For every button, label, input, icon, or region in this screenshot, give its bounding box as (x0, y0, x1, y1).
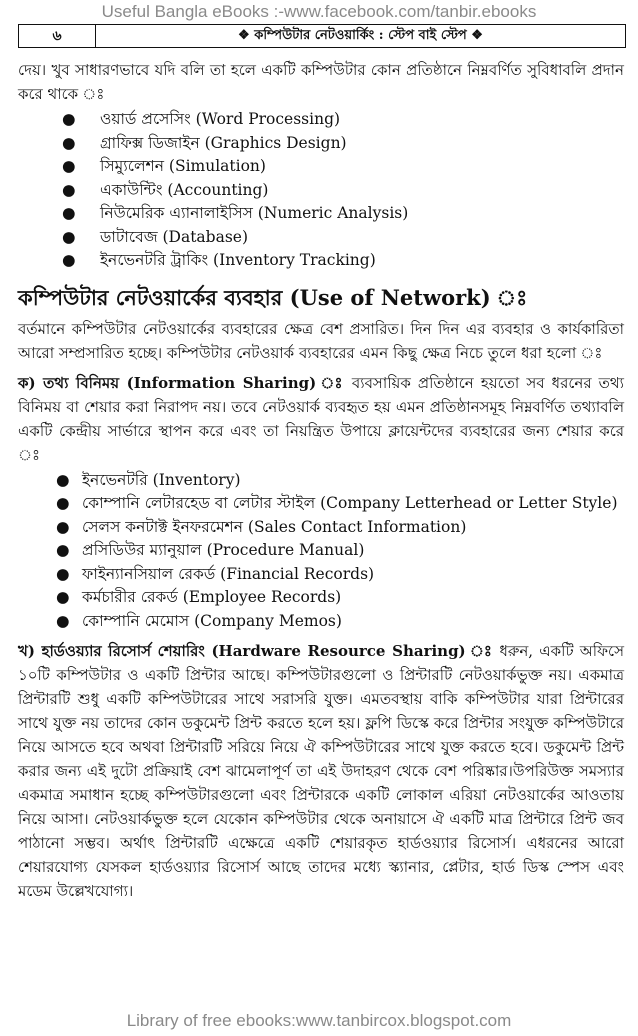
bullet-icon: ● (56, 541, 70, 559)
list-item (18, 610, 624, 634)
benefits-list (18, 108, 624, 273)
list-item-text: কোম্পানি মেমোস (Company Memos) (82, 611, 342, 630)
shared-info-list (18, 469, 624, 634)
list-item (18, 179, 624, 203)
list-item-text: ইনভেনটরি (Inventory) (82, 470, 241, 489)
bullet-icon: ● (62, 133, 76, 152)
list-item-text: ওয়ার্ড প্রসেসিং (Word Processing) (100, 110, 341, 128)
page-content (18, 58, 624, 903)
list-item-text: কর্মচারীর রেকর্ড (Employee Records) (82, 588, 342, 606)
bullet-icon: ● (62, 157, 76, 175)
page-header (18, 24, 626, 48)
bullet-icon: ● (62, 251, 76, 269)
bullet-icon: ● (56, 611, 70, 630)
bullet-icon: ● (62, 180, 76, 199)
info-sharing-paragraph (18, 371, 624, 467)
list-item (18, 516, 624, 540)
bullet-icon: ● (62, 204, 76, 222)
list-item (18, 469, 624, 493)
list-item (18, 492, 624, 516)
bullet-icon: ● (56, 588, 70, 606)
bullet-icon: ● (56, 564, 70, 583)
list-item-text: একাউন্টিং (Accounting) (100, 180, 269, 199)
list-item-text: সিম্যুলেশন (Simulation) (100, 157, 266, 175)
list-item (18, 155, 624, 179)
list-item-text: কোম্পানি লেটারহেড বা লেটার স্টাইল (Company Letterhead or Letter Style) (82, 494, 618, 512)
info-sharing-heading: ক) তথ্য বিনিময় (Information Sharing) ঃ (18, 373, 345, 392)
bullet-icon: ● (56, 470, 70, 489)
running-title: ❖ কম্পিউটার নেটওয়ার্কিং : স্টেপ বাই স্টেপ ❖ (238, 28, 483, 43)
info-sharing-text: ব্যবসায়িক প্রতিষ্ঠানে হয়তো সব ধরনের তথ্য বিনিময় বা শেয়ার করা নিরাপদ নয়। তবে নেটওয়ার্ক ব্যবহৃত হয় এমন প্রতিষ্ঠানসমূহ নিম্নবর্ণিত তথ্যাবলি একটি কেন্দ্রীয় সার্ভারে স্থাপন করে এবং তা নিয়ন্ত্রিত উপায়ে ক্লায়েন্টদের ব্যবহারের জন্য শেয়ার করে ঃ (18, 373, 624, 464)
list-item-text: সেলস কনটাক্ট ইনফরমেশন (Sales Contact Information) (82, 517, 467, 536)
list-item (18, 539, 624, 563)
top-banner: Useful Bangla eBooks :-www.facebook.com/tanbir.ebooks (101, 2, 537, 21)
footer-credit: Library of free ebooks:www.tanbircox.blogspot.com (126, 1011, 512, 1030)
list-item-text: ফাইন্যানসিয়াল রেকর্ড (Financial Records) (82, 564, 375, 583)
hardware-sharing-paragraph (18, 639, 624, 903)
list-item (18, 586, 624, 610)
list-item (18, 108, 624, 132)
list-item-text: প্রসিডিউর ম্যানুয়াল (Procedure Manual) (82, 541, 365, 559)
bullet-icon: ● (56, 517, 70, 536)
page-number: ৬ (19, 25, 96, 47)
bullet-icon: ● (62, 110, 76, 128)
list-item (18, 249, 624, 273)
hardware-sharing-heading: খ) হার্ডওয়্যার রিসোর্স শেয়ারিং (Hardware Resource Sharing) ঃ (18, 642, 494, 660)
bullet-icon: ● (56, 494, 70, 512)
list-item (18, 132, 624, 156)
list-item-text: গ্রাফিক্স ডিজাইন (Graphics Design) (100, 133, 347, 152)
section-paragraph: বর্তমানে কম্পিউটার নেটওয়ার্কের ব্যবহারের ক্ষেত্র বেশ প্রসারিত। দিন দিন এর ব্যবহার ও কার্যকারিতা আরো সম্প্রসারিত হচ্ছে। কম্পিউটার নেটওয়ার্ক ব্যবহারের এমন কিছু ক্ষেত্র নিচে তুলে ধরা হলো ঃ (18, 319, 624, 362)
hardware-sharing-text: ধরুন, একটি অফিসে ১০টি কম্পিউটার ও একটি প্রিন্টার আছে। কম্পিউটারগুলো ও প্রিন্টারটি নেটওয়ার্কভুক্ত নয়। একমাত্র প্রিন্টারটি শুধু একটি কম্পিউটারের সাথে সরাসরি যুক্ত। এমতবস্থায় বাকি কম্পিউটার যারা প্রিন্টারের সাথে যুক্ত নয় তাদের কোন ডকুমেন্ট প্রিন্ট করতে হলে হয়। ফ্লপি ডিস্কে করে প্রিন্টার সংযুক্ত কম্পিউটারে নিয়ে আসতে হবে অথবা প্রিন্টারটি সরিয়ে নিয়ে ঐ কম্পিউটারের সাথে যুক্ত করতে হবে। ডকুমেন্ট প্রিন্ট করার জন্য এই দুটো প্রক্রিয়াই বেশ ঝামেলাপূর্ণ তা এই উদাহরণ থেকে বেশ পরিষ্কার।উপরিউক্ত সমস্যার একমাত্র সমাধান হচ্ছে কম্পিউটারগুলো এবং প্রিন্টারকে একটি লোকাল এরিয়া নেটওয়ার্কের আওতায় নিয়ে আসা। নেটওয়ার্কভুক্ত হলে যেকোন কম্পিউটার থেকে অনায়াসে ঐ একটি মাত্র প্রিন্টারে প্রিন্ট জব পাঠানো সম্ভব। অর্থাৎ প্রিন্টারটি এক্ষেত্রে একটি শেয়ারকৃত হার্ডওয়্যার রিসোর্স। এধরনের আরো শেয়ারযোগ্য যেসকল হার্ডওয়্যার রিসোর্স আছে তাদের মধ্যে স্ক্যানার, প্লেটার, হার্ড ডিস্ক স্পেস এবং মডেম উল্লেখযোগ্য। (18, 642, 624, 900)
bullet-icon: ● (62, 227, 76, 246)
list-item-text: নিউমেরিক এ্যানালাইসিস (Numeric Analysis) (100, 204, 409, 222)
list-item (18, 563, 624, 587)
list-item-text: ইনভেনটরি ট্রাকিং (Inventory Tracking) (100, 251, 376, 269)
list-item (18, 226, 624, 250)
list-item (18, 202, 624, 226)
intro-paragraph: দেয়। খুব সাধারণভাবে যদি বলি তা হলে একটি কম্পিউটার কোন প্রতিষ্ঠানে নিম্নবর্ণিত সুবিধাবলি প্রদান করে থাকে ঃ (18, 61, 624, 103)
list-item-text: ডাটাবেজ (Database) (100, 227, 249, 246)
section-heading: কম্পিউটার নেটওয়ার্কের ব্যবহার (Use of Network) ঃ (18, 284, 528, 310)
